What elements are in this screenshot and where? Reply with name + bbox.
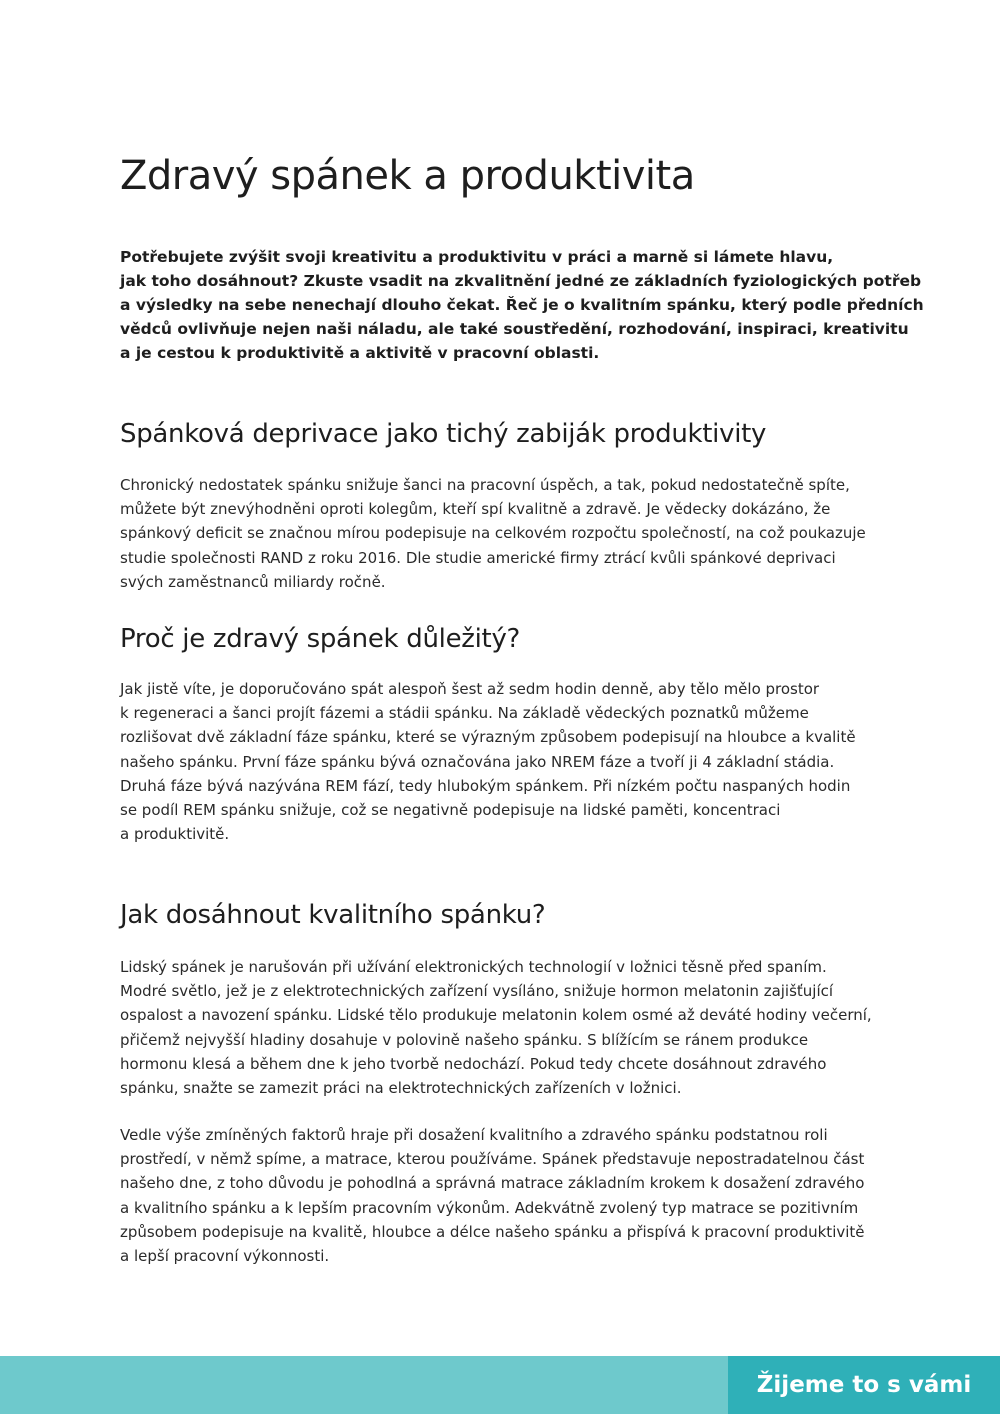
section-heading-quality-sleep: Jak dosáhnout kvalitního spánku? [120, 900, 546, 930]
paragraph-line: způsobem podepisuje na kvalitě, hloubce a délce našeho spánku a přispívá k pracovní produktivitě [120, 1222, 865, 1241]
paragraph-line: ospalost a navození spánku. Lidské tělo produkuje melatonin kolem osmé až deváté hodiny večerní, [120, 1006, 872, 1025]
intro-line: a výsledky na sebe nenechají dlouho čekat. Řeč je o kvalitním spánku, který podle předních [120, 296, 924, 314]
page-title: Zdravý spánek a produktivita [120, 153, 695, 199]
paragraph-line: Vedle výše zmíněných faktorů hraje při dosažení kvalitního a zdravého spánku podstatnou roli [120, 1126, 828, 1144]
paragraph-line: a kvalitního spánku a k lepším pracovním výkonům. Adekvátně zvolený typ matrace se pozitivním [120, 1198, 859, 1217]
paragraph-line: svých zaměstnanců miliardy ročně. [120, 572, 386, 591]
intro-line: Potřebujete zvýšit svoji kreativitu a produktivitu v práci a marně si lámete hlavu, [120, 248, 834, 266]
paragraph-line: a lepší pracovní výkonnosti. [120, 1247, 330, 1266]
paragraph-line: rozlišovat dvě základní fáze spánku, které se výrazným způsobem podepisují na hloubce a kvalitě [120, 728, 856, 747]
intro-line: a je cestou k produktivitě a aktivitě v pracovní oblasti. [120, 344, 600, 362]
paragraph-line: můžete být znevýhodněni oproti kolegům, kteří spí kvalitně a zdravě. Je vědecky dokázáno, že [120, 500, 831, 519]
paragraph-line: a produktivitě. [120, 825, 230, 844]
intro-line: jak toho dosáhnout? Zkuste vsadit na zkvalitnění jedné ze základních fyziologických potřeb [120, 272, 922, 290]
section-paragraph-sleep-deprivation [120, 473, 910, 594]
paragraph-line: spánku, snažte se zamezit práci na elektrotechnických zařízeních v ložnici. [120, 1079, 682, 1098]
paragraph-line: Lidský spánek je narušován při užívání elektronických technologií v ložnici těsně před spaním. [120, 958, 827, 976]
section-paragraph-why-sleep-matters [120, 677, 910, 846]
footer-slogan: Žijeme to s vámi [728, 1356, 1000, 1414]
paragraph-line: Chronický nedostatek spánku snižuje šanci na pracovní úspěch, a tak, pokud nedostatečně spíte, [120, 476, 850, 494]
paragraph-line: Modré světlo, jež je z elektrotechnických zařízení vysíláno, snižuje hormon melatonin zajišťující [120, 982, 834, 1001]
footer-bar [0, 1356, 1000, 1414]
paragraph-line: našeho dne, z toho důvodu je pohodlná a správná matrace základním krokem k dosažení zdravého [120, 1174, 865, 1193]
section-heading-why-sleep-matters: Proč je zdravý spánek důležitý? [120, 624, 521, 654]
paragraph-line: přičemž nejvyšší hladiny dosahuje v polovině našeho spánku. S blížícím se ránem produkce [120, 1030, 809, 1049]
section-heading-sleep-deprivation: Spánková deprivace jako tichý zabiják produktivity [120, 419, 767, 449]
paragraph-line: Jak jistě víte, je doporučováno spát alespoň šest až sedm hodin denně, aby tělo mělo prostor [120, 680, 820, 698]
paragraph-line: se podíl REM spánku snižuje, což se negativně podepisuje na lidské paměti, koncentraci [120, 801, 781, 820]
paragraph-line: k regeneraci a šanci projít fázemi a stádii spánku. Na základě vědeckých poznatků můžeme [120, 704, 809, 723]
paragraph-line: prostředí, v němž spíme, a matrace, kterou používáme. Spánek představuje nepostradatelnou část [120, 1150, 865, 1169]
paragraph-line: hormonu klesá a během dne k jeho tvorbě nedochází. Pokud tedy chcete dosáhnout zdravého [120, 1054, 827, 1073]
paragraph-line: Druhá fáze bývá nazývána REM fází, tedy hlubokým spánkem. Při nízkém počtu naspaných hodin [120, 776, 851, 795]
paragraph-line: našeho spánku. První fáze spánku bývá označována jako NREM fáze a tvoří ji 4 základní stádia. [120, 752, 835, 771]
intro-paragraph [120, 245, 924, 365]
section-paragraph-quality-sleep [120, 955, 910, 1100]
paragraph-line: spánkový deficit se značnou mírou podepisuje na celkovém rozpočtu společností, na což poukazuje [120, 524, 866, 543]
section-paragraph-mattress [120, 1123, 910, 1268]
paragraph-line: studie společnosti RAND z roku 2016. Dle studie americké firmy ztrácí kvůli spánkové deprivaci [120, 548, 836, 567]
intro-line: vědců ovlivňuje nejen naši náladu, ale také soustředění, rozhodování, inspiraci, kreativitu [120, 320, 909, 338]
